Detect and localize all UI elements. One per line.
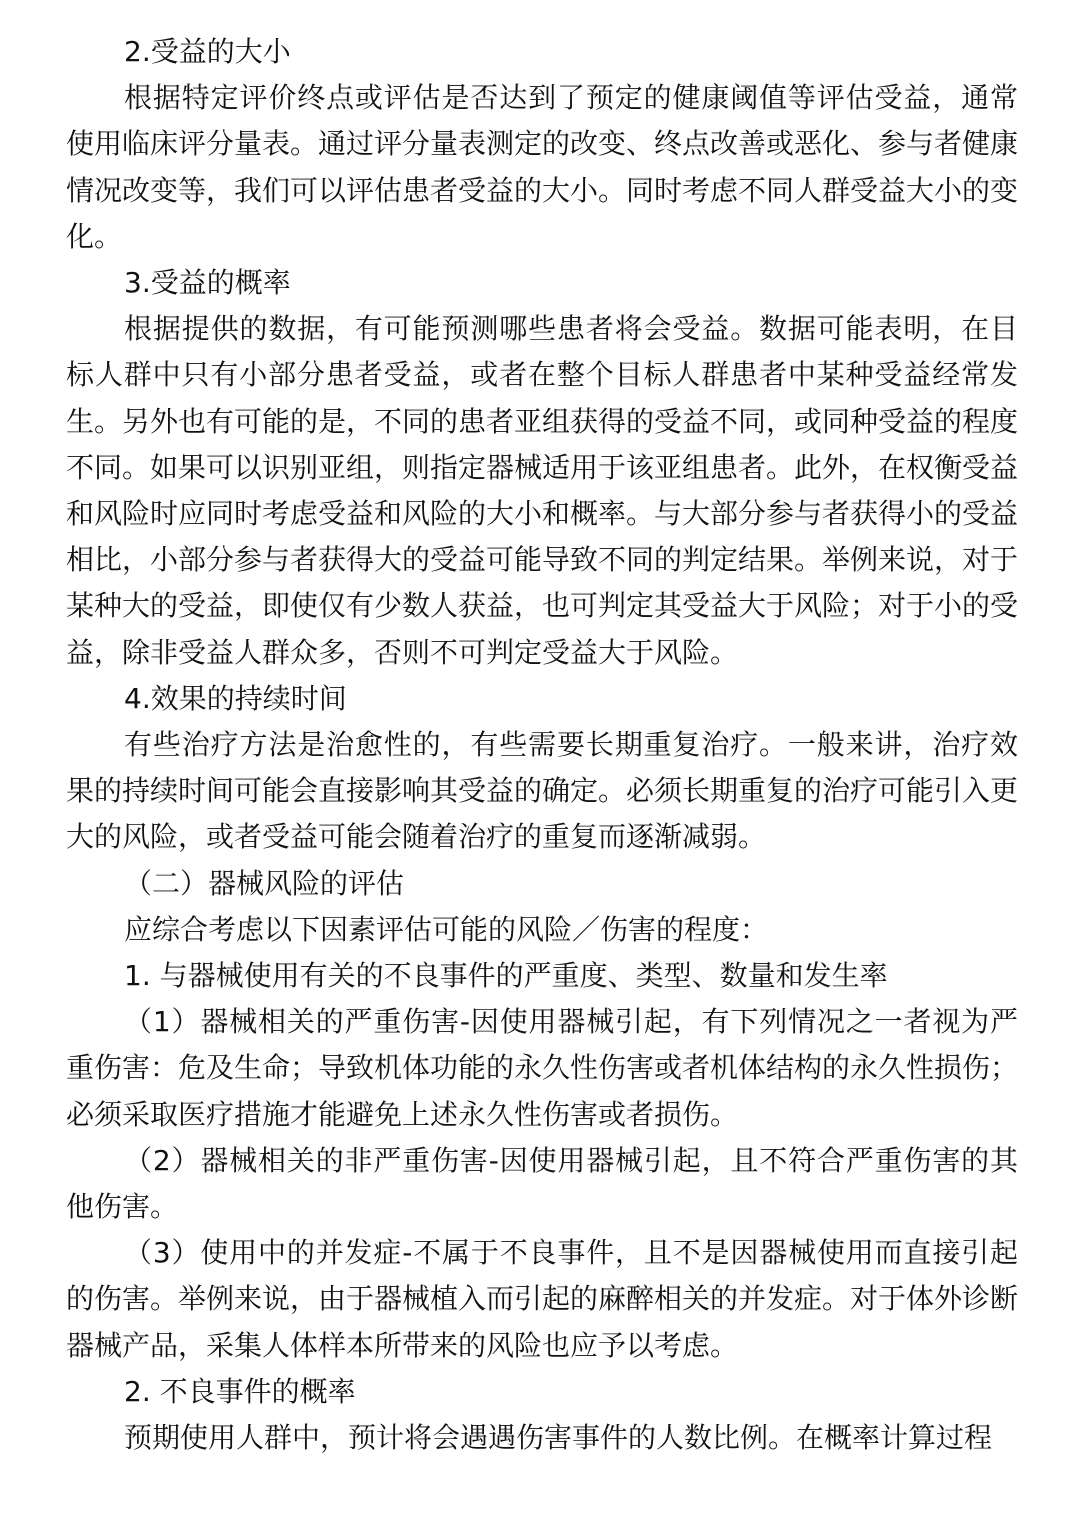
paragraph-serious-injury: （1）器械相关的严重伤害-因使用器械引起，有下列情况之一者视为严重伤害：危及生命；导致机体功能的永久性伤害或者机体结构的永久性损伤；必须采取医疗措施才能避免上述永久性伤害或者损伤。 — [66, 1005, 1019, 1131]
section-heading-risk-assessment: （二）器械风险的评估 — [124, 866, 405, 900]
paragraph-effect-duration: 有些治疗方法是治愈性的，有些需要长期重复治疗。一般来讲，治疗效果的持续时间可能会直接影响其受益的确定。必须长期重复的治疗可能引入更大的风险，或者受益可能会随着治疗的重复而逐渐减弱。 — [66, 728, 1019, 854]
paragraph-benefit-probability: 根据提供的数据，有可能预测哪些患者将会受益。数据可能表明，在目标人群中只有小部分患者受益，或者在整个目标人群患者中某种受益经常发生。另外也有可能的是，不同的患者亚组获得的受益不同，或同种受益的程度不同。如果可以识别亚组，则指定器械适用于该亚组患者。此外，在权衡受益和风险时应同时考虑受益和风险的大小和概率。与大部分参与者获得小的受益相比，小部分参与者获得大的受益可能导致不同的判定结果。举例来说，对于某种大的受益，即使仅有少数人获益，也可判定其受益大于风险；对于小的受益，除非受益人群众多，否则不可判定受益大于风险。 — [66, 312, 1019, 669]
paragraph-adverse-event-probability: 预期使用人群中，预计将会遇遇伤害事件的人数比例。在概率计算过程 — [124, 1421, 993, 1455]
section-heading-adverse-event-probability: 2. 不良事件的概率 — [124, 1374, 356, 1408]
paragraph-non-serious-injury: （2）器械相关的非严重伤害-因使用器械引起，且不符合严重伤害的其他伤害。 — [66, 1143, 1018, 1224]
section-heading-benefit-magnitude: 2.受益的大小 — [124, 35, 291, 68]
section-heading-adverse-events: 1. 与器械使用有关的不良事件的严重度、类型、数量和发生率 — [124, 959, 888, 993]
section-heading-effect-duration: 4.效果的持续时间 — [124, 681, 347, 715]
paragraph-benefit-magnitude: 根据特定评价终点或评估是否达到了预定的健康阈值等评估受益，通常使用临床评分量表。通过评分量表测定的改变、终点改善或恶化、参与者健康情况改变等，我们可以评估患者受益的大小。同时考虑不同人群受益大小的变化。 — [66, 81, 1019, 253]
paragraph-risk-intro: 应综合考虑以下因素评估可能的风险／伤害的程度： — [124, 912, 769, 946]
section-heading-benefit-probability: 3.受益的概率 — [124, 266, 291, 300]
paragraph-complications: （3）使用中的并发症-不属于不良事件，且不是因器械使用而直接引起的伤害。举例来说，由于器械植入而引起的麻醉相关的并发症。对于体外诊断器械产品，采集人体样本所带来的风险也应予以考虑。 — [66, 1236, 1019, 1362]
